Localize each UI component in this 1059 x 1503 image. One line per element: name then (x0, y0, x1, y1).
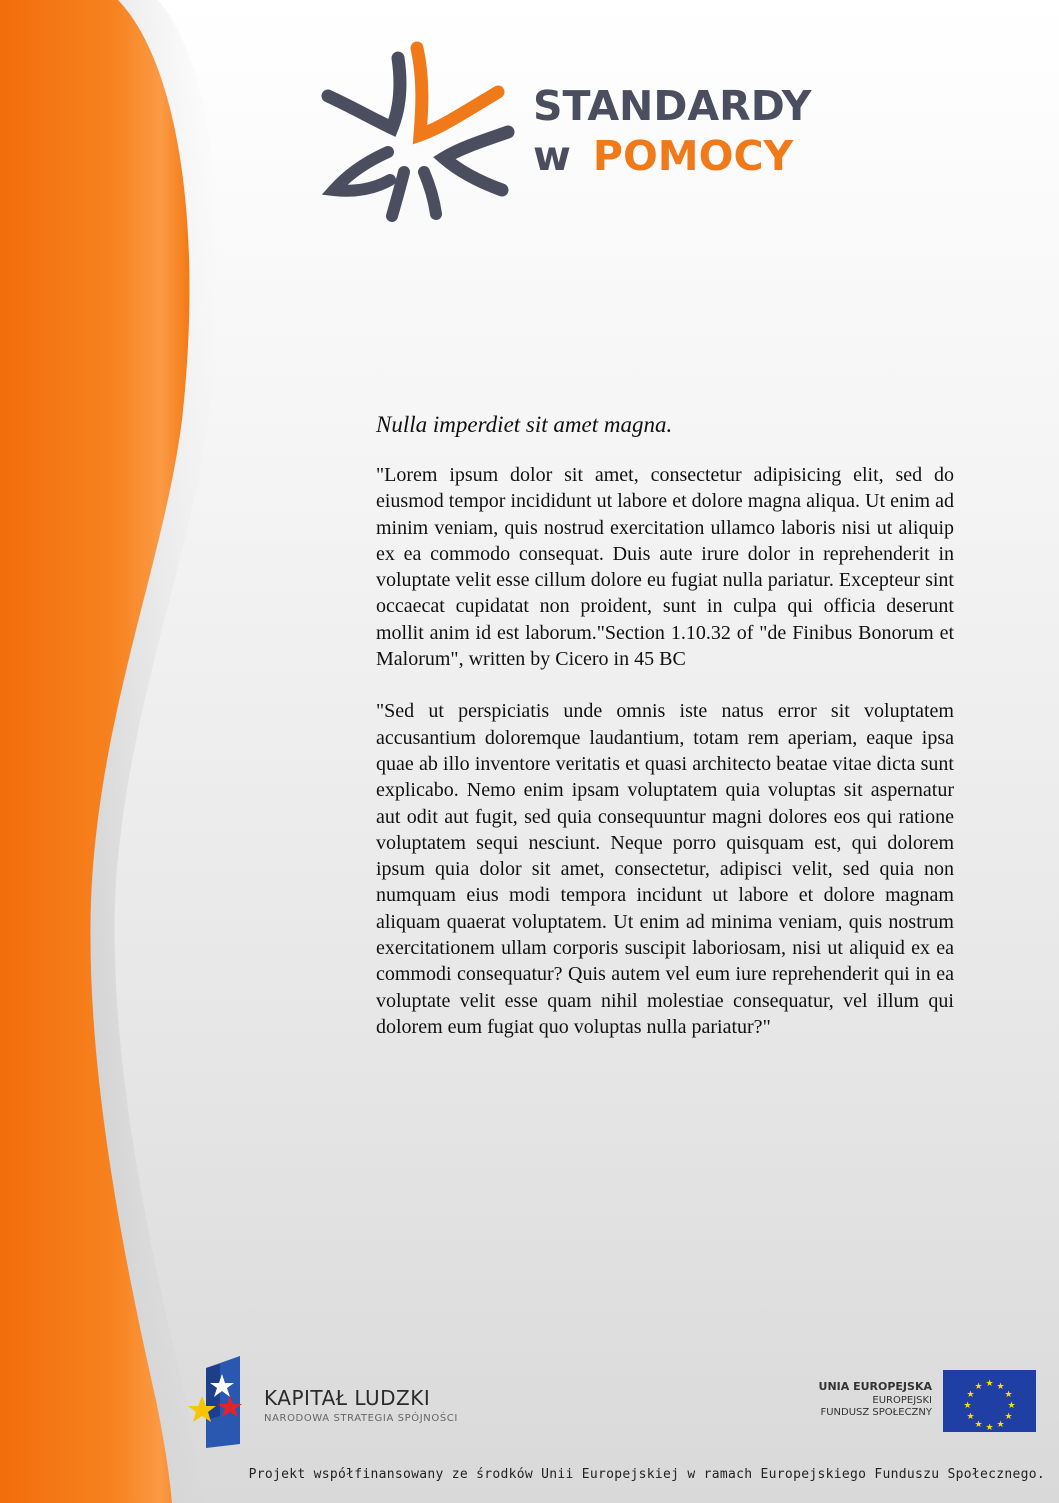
logo-line-pomocy (533, 132, 811, 180)
svg-text:★: ★ (1004, 1390, 1013, 1400)
paragraph-sed-ut: "Sed ut perspiciatis unde omnis iste natus error sit voluptatem accusantium doloremque laudantium, totam rem aperiam, eaque ipsa quae ab illo inventore veritatis et quasi architecto beatae vitae dicta sunt explicabo. Nemo enim ipsam voluptatem quia voluptas sit aspernatur aut odit aut fugit, sed quia consequuntur magni dolores eos qui ratione voluptatem sequi nesciunt. Neque porro quisquam est, qui dolorem ipsum quia dolor sit amet, consectetur, adipisci velit, sed quia non numquam eius modi tempora incidunt ut labore et dolore magnam aliquam quaerat voluptatem. Ut enim ad minima veniam, quis nostrum exercitationem ullam corporis suscipit laboriosam, nisi ut aliquid ex ea commodi consequatur? Quis autem vel eum iure reprehenderit qui in ea voluptate velit esse quam nihil molestiae consequatur, vel illum qui dolorem eum fugiat quo voluptas nulla pariatur?" (376, 700, 954, 1038)
svg-text:★: ★ (966, 1412, 975, 1422)
logo-line-standardy: STANDARDY (533, 82, 812, 130)
kapital-ludzki-subtitle: NARODOWA STRATEGIA SPÓJNOŚCI (264, 1413, 458, 1424)
document-heading: Nulla imperdiet sit amet magna. (376, 412, 673, 437)
svg-text:★: ★ (985, 1379, 994, 1389)
svg-text:★: ★ (974, 1382, 983, 1392)
standardy-star-icon (320, 40, 525, 225)
logo-w: w (533, 132, 571, 180)
logo-wordmark (533, 82, 812, 180)
eu-fund-text (819, 1380, 932, 1418)
eu-name: UNIA EUROPEJSKA (818, 1380, 932, 1393)
svg-text:★: ★ (1007, 1401, 1016, 1411)
standardy-logo (320, 40, 860, 230)
eu-fund-line2: FUNDUSZ SPOŁECZNY (820, 1407, 932, 1418)
svg-text:★: ★ (966, 1390, 975, 1400)
document-body (376, 412, 954, 1066)
kapital-ludzki-logo (186, 1356, 486, 1448)
funding-note: Projekt współfinansowany ze środków Unii Europejskiej w ramach Europejskiego Funduszu Społecznego. (248, 1467, 1045, 1482)
kapital-ludzki-icon (186, 1356, 256, 1448)
svg-text:★: ★ (985, 1423, 994, 1432)
eu-fund-line1: EUROPEJSKI (872, 1395, 932, 1406)
svg-text:★: ★ (1004, 1412, 1013, 1422)
logo-pomocy: POMOCY (592, 132, 794, 180)
svg-text:★: ★ (974, 1420, 983, 1430)
eu-fund-logo (790, 1370, 1040, 1434)
svg-text:★: ★ (996, 1382, 1005, 1392)
svg-text:★: ★ (996, 1420, 1005, 1430)
kapital-ludzki-title: KAPITAŁ LUDZKI (264, 1386, 431, 1410)
svg-text:★: ★ (963, 1401, 972, 1411)
eu-flag-icon (943, 1370, 1036, 1432)
paragraph-lorem: "Lorem ipsum dolor sit amet, consectetur adipisicing elit, sed do eiusmod tempor incididunt ut labore et dolore magna aliqua. Ut enim ad minim veniam, quis nostrud exercitation ullamco laboris nisi ut aliquip ex ea commodo consequat. Duis aute irure dolor in reprehenderit in voluptate velit esse cillum dolore eu fugiat nulla pariatur. Excepteur sint occaecat cupidatat non proident, sunt in culpa qui officia deserunt mollit anim id est laborum."Section 1.10.32 of "de Finibus Bonorum et Malorum", written by Cicero in 45 BC (376, 464, 954, 671)
